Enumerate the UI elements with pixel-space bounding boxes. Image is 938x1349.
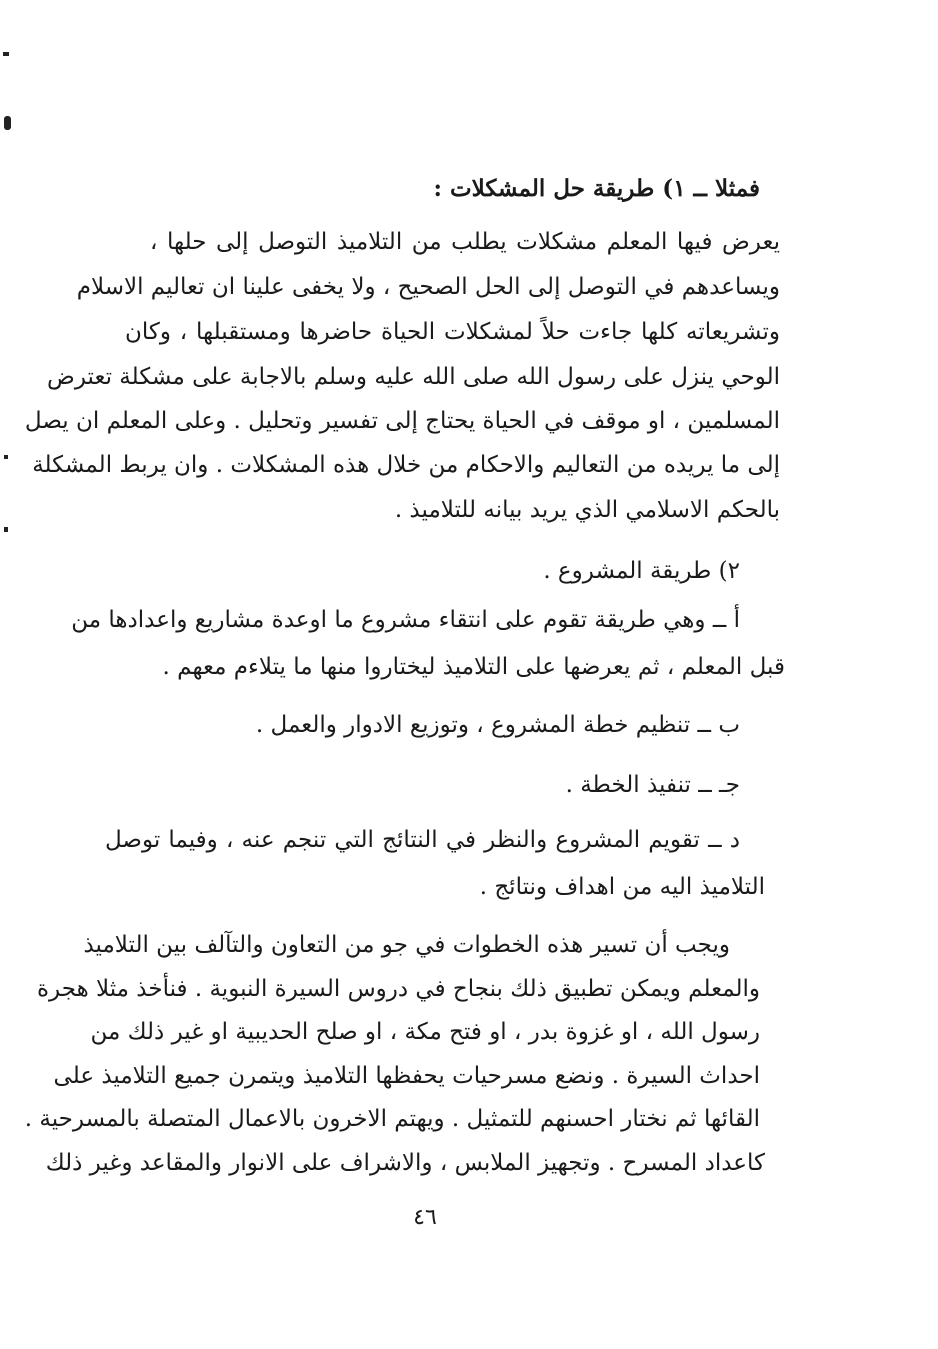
scan-mark [4,527,8,532]
paragraph-line: كاعداد المسرح . وتجهيز الملابس ، والاشراف على الانوار والمقاعد وغير ذلك [45,1150,765,1176]
paragraph-line: والمعلم ويمكن تطبيق ذلك بنجاح في دروس السيرة النبوية . فنأخذ مثلا هجرة [36,976,760,1002]
paragraph-line: القائها ثم نختار احسنهم للتمثيل . ويهتم الاخرون بالاعمال المتصلة بالمسرحية . [24,1106,760,1132]
paragraph-line: إلى ما يريده من التعاليم والاحكام من خلال هذه المشكلات . وان يربط المشكلة [32,452,780,478]
list-item-a-line: أ ــ وهي طريقة تقوم على انتقاء مشروع ما اوعدة مشاريع واعدادها من [71,607,740,633]
list-item-d-line: د ــ تقويم المشروع والنظر في النتائج التي تنجم عنه ، وفيما توصل [105,827,740,853]
paragraph-line: الوحي ينزل على رسول الله صلى الله عليه وسلم بالاجابة على مشكلة تعترض [47,364,780,390]
page-number: ٤٦ [413,1205,437,1230]
list-item-b: ب ــ تنظيم خطة المشروع ، وتوزيع الادوار والعمل . [255,712,740,738]
scan-mark [3,52,9,56]
paragraph-line: ويجب أن تسير هذه الخطوات في جو من التعاون والتآلف بين التلاميذ [83,932,730,958]
list-item-c: جـ ــ تنفيذ الخطة . [565,772,740,798]
scan-mark [4,455,8,459]
paragraph-line: احداث السيرة . ونضع مسرحيات يحفظها التلاميذ ويتمرن جميع التلاميذ على [53,1063,760,1089]
paragraph-line: وتشريعاته كلها جاءت حلاً لمشكلات الحياة حاضرها ومستقبلها ، وكان [125,319,780,345]
list-item-d-line: التلاميذ اليه من اهداف ونتائج . [479,874,765,900]
paragraph-line: رسول الله ، او غزوة بدر ، او فتح مكة ، او صلح الحديبية او غير ذلك من [90,1019,760,1045]
paragraph-line: المسلمين ، او موقف في الحياة يحتاج إلى تفسير وتحليل . وعلى المعلم ان يصل [24,408,780,434]
paragraph-line: يعرض فيها المعلم مشكلات يطلب من التلاميذ التوصل إلى حلها ، [150,229,780,255]
scan-mark [4,116,11,130]
method-title: ٢) طريقة المشروع . [543,558,740,584]
paragraph-line: بالحكم الاسلامي الذي يريد بيانه للتلاميذ . [394,497,780,523]
list-item-a-line: قبل المعلم ، ثم يعرضها على التلاميذ ليختاروا منها ما يتلاءم معهم . [162,654,785,680]
paragraph-line: ويساعدهم في التوصل إلى الحل الصحيح ، ولا يخفى علينا ان تعاليم الاسلام [76,274,780,300]
section-heading: فمثلا ــ ١) طريقة حل المشكلات : [433,175,760,202]
